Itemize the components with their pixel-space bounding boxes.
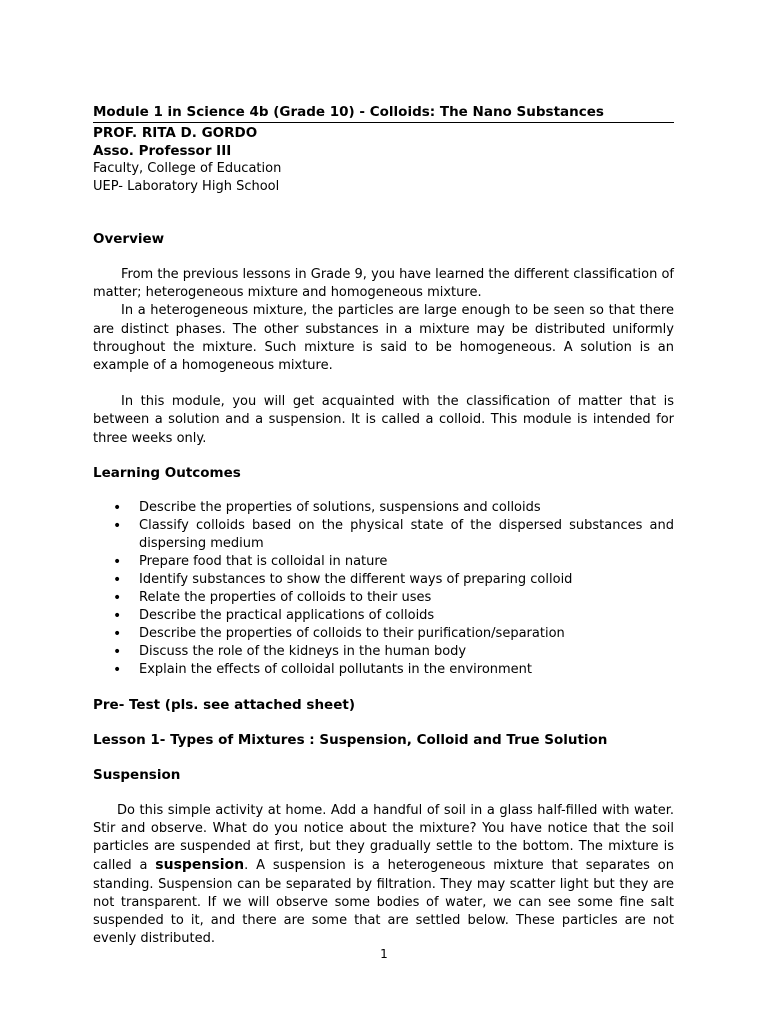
bullet-icon: • — [113, 607, 122, 624]
bullet-icon: • — [113, 589, 122, 606]
document-page — [93, 102, 674, 948]
list-item: • Discuss the role of the kidneys in the human body — [113, 643, 467, 660]
bullet-icon: • — [113, 517, 122, 534]
list-item: • Describe the practical applications of colloids — [113, 607, 435, 624]
author-school: UEP- Laboratory High School — [93, 179, 280, 194]
list-item: • Describe the properties of colloids to their purification/separation — [113, 625, 565, 642]
author-position: Asso. Professor III — [93, 143, 232, 159]
list-item: • Describe the properties of solutions, suspensions and colloids — [113, 499, 541, 516]
bullet-icon: • — [113, 643, 122, 660]
bullet-icon: • — [113, 553, 122, 570]
suspension-term: suspension — [155, 857, 245, 874]
list-item: • Prepare food that is colloidal in nature — [113, 553, 388, 570]
overview-paragraph-3: In this module, you will get acquainted with the classification of matter that is between a solution and a suspension. It is called a colloid. This module is intended for three weeks only. — [93, 394, 674, 446]
list-item: • Identify substances to show the different ways of preparing colloid — [113, 571, 573, 588]
bullet-icon: • — [113, 661, 122, 678]
overview-paragraph-2: In a heterogeneous mixture, the particles are large enough to be seen so that there are distinct phases. The other substances in a mixture may be distributed uniformly throughout the mixture. Such mixture is said to be homogeneous. A solution is an example of a homogeneous mixture. — [93, 303, 674, 374]
bullet-icon: • — [113, 571, 122, 588]
bullet-icon: • — [113, 625, 122, 642]
overview-paragraph-1: From the previous lessons in Grade 9, you have learned the different classification of matter; heterogeneous mixture and homogeneous mixture. — [93, 267, 674, 301]
learning-outcomes-list — [93, 499, 674, 679]
module-title: Module 1 in Science 4b (Grade 10) - Colloids: The Nano Substances — [93, 104, 604, 120]
suspension-heading: Suspension — [93, 766, 181, 783]
overview-heading: Overview — [93, 231, 165, 247]
list-item: • Relate the properties of colloids to their uses — [113, 589, 432, 606]
author-faculty: Faculty, College of Education — [93, 161, 282, 176]
list-item: • Classify colloids based on the physical state of the dispersed substances and dispersing medium — [113, 517, 674, 551]
author-name: PROF. RITA D. GORDO — [93, 125, 258, 141]
lesson1-heading: Lesson 1- Types of Mixtures : Suspension, Colloid and True Solution — [93, 731, 608, 748]
page-number: 1 — [380, 947, 388, 961]
pretest-heading: Pre- Test (pls. see attached sheet) — [93, 696, 355, 713]
list-item: • Explain the effects of colloidal pollutants in the environment — [113, 661, 533, 678]
learning-outcomes-heading: Learning Outcomes — [93, 464, 241, 481]
bullet-icon: • — [113, 499, 122, 516]
title-rule — [93, 122, 674, 123]
suspension-paragraph: Do this simple activity at home. Add a handful of soil in a glass half-filled with water. Stir and observe. What do you notice about the mixture? You have notice that the soil particles are suspended at first, but they gradually settle to the bottom. The mixture is called a suspension. A suspension is a heterogeneous mixture that separates on standing. Suspension can be separated by filtration. They may scatter light but they are not transparent. If we will observe some bodies of water, we can see some fine salt suspended to it, and there are some that are settled below. These particles are not evenly distributed. — [93, 802, 674, 947]
